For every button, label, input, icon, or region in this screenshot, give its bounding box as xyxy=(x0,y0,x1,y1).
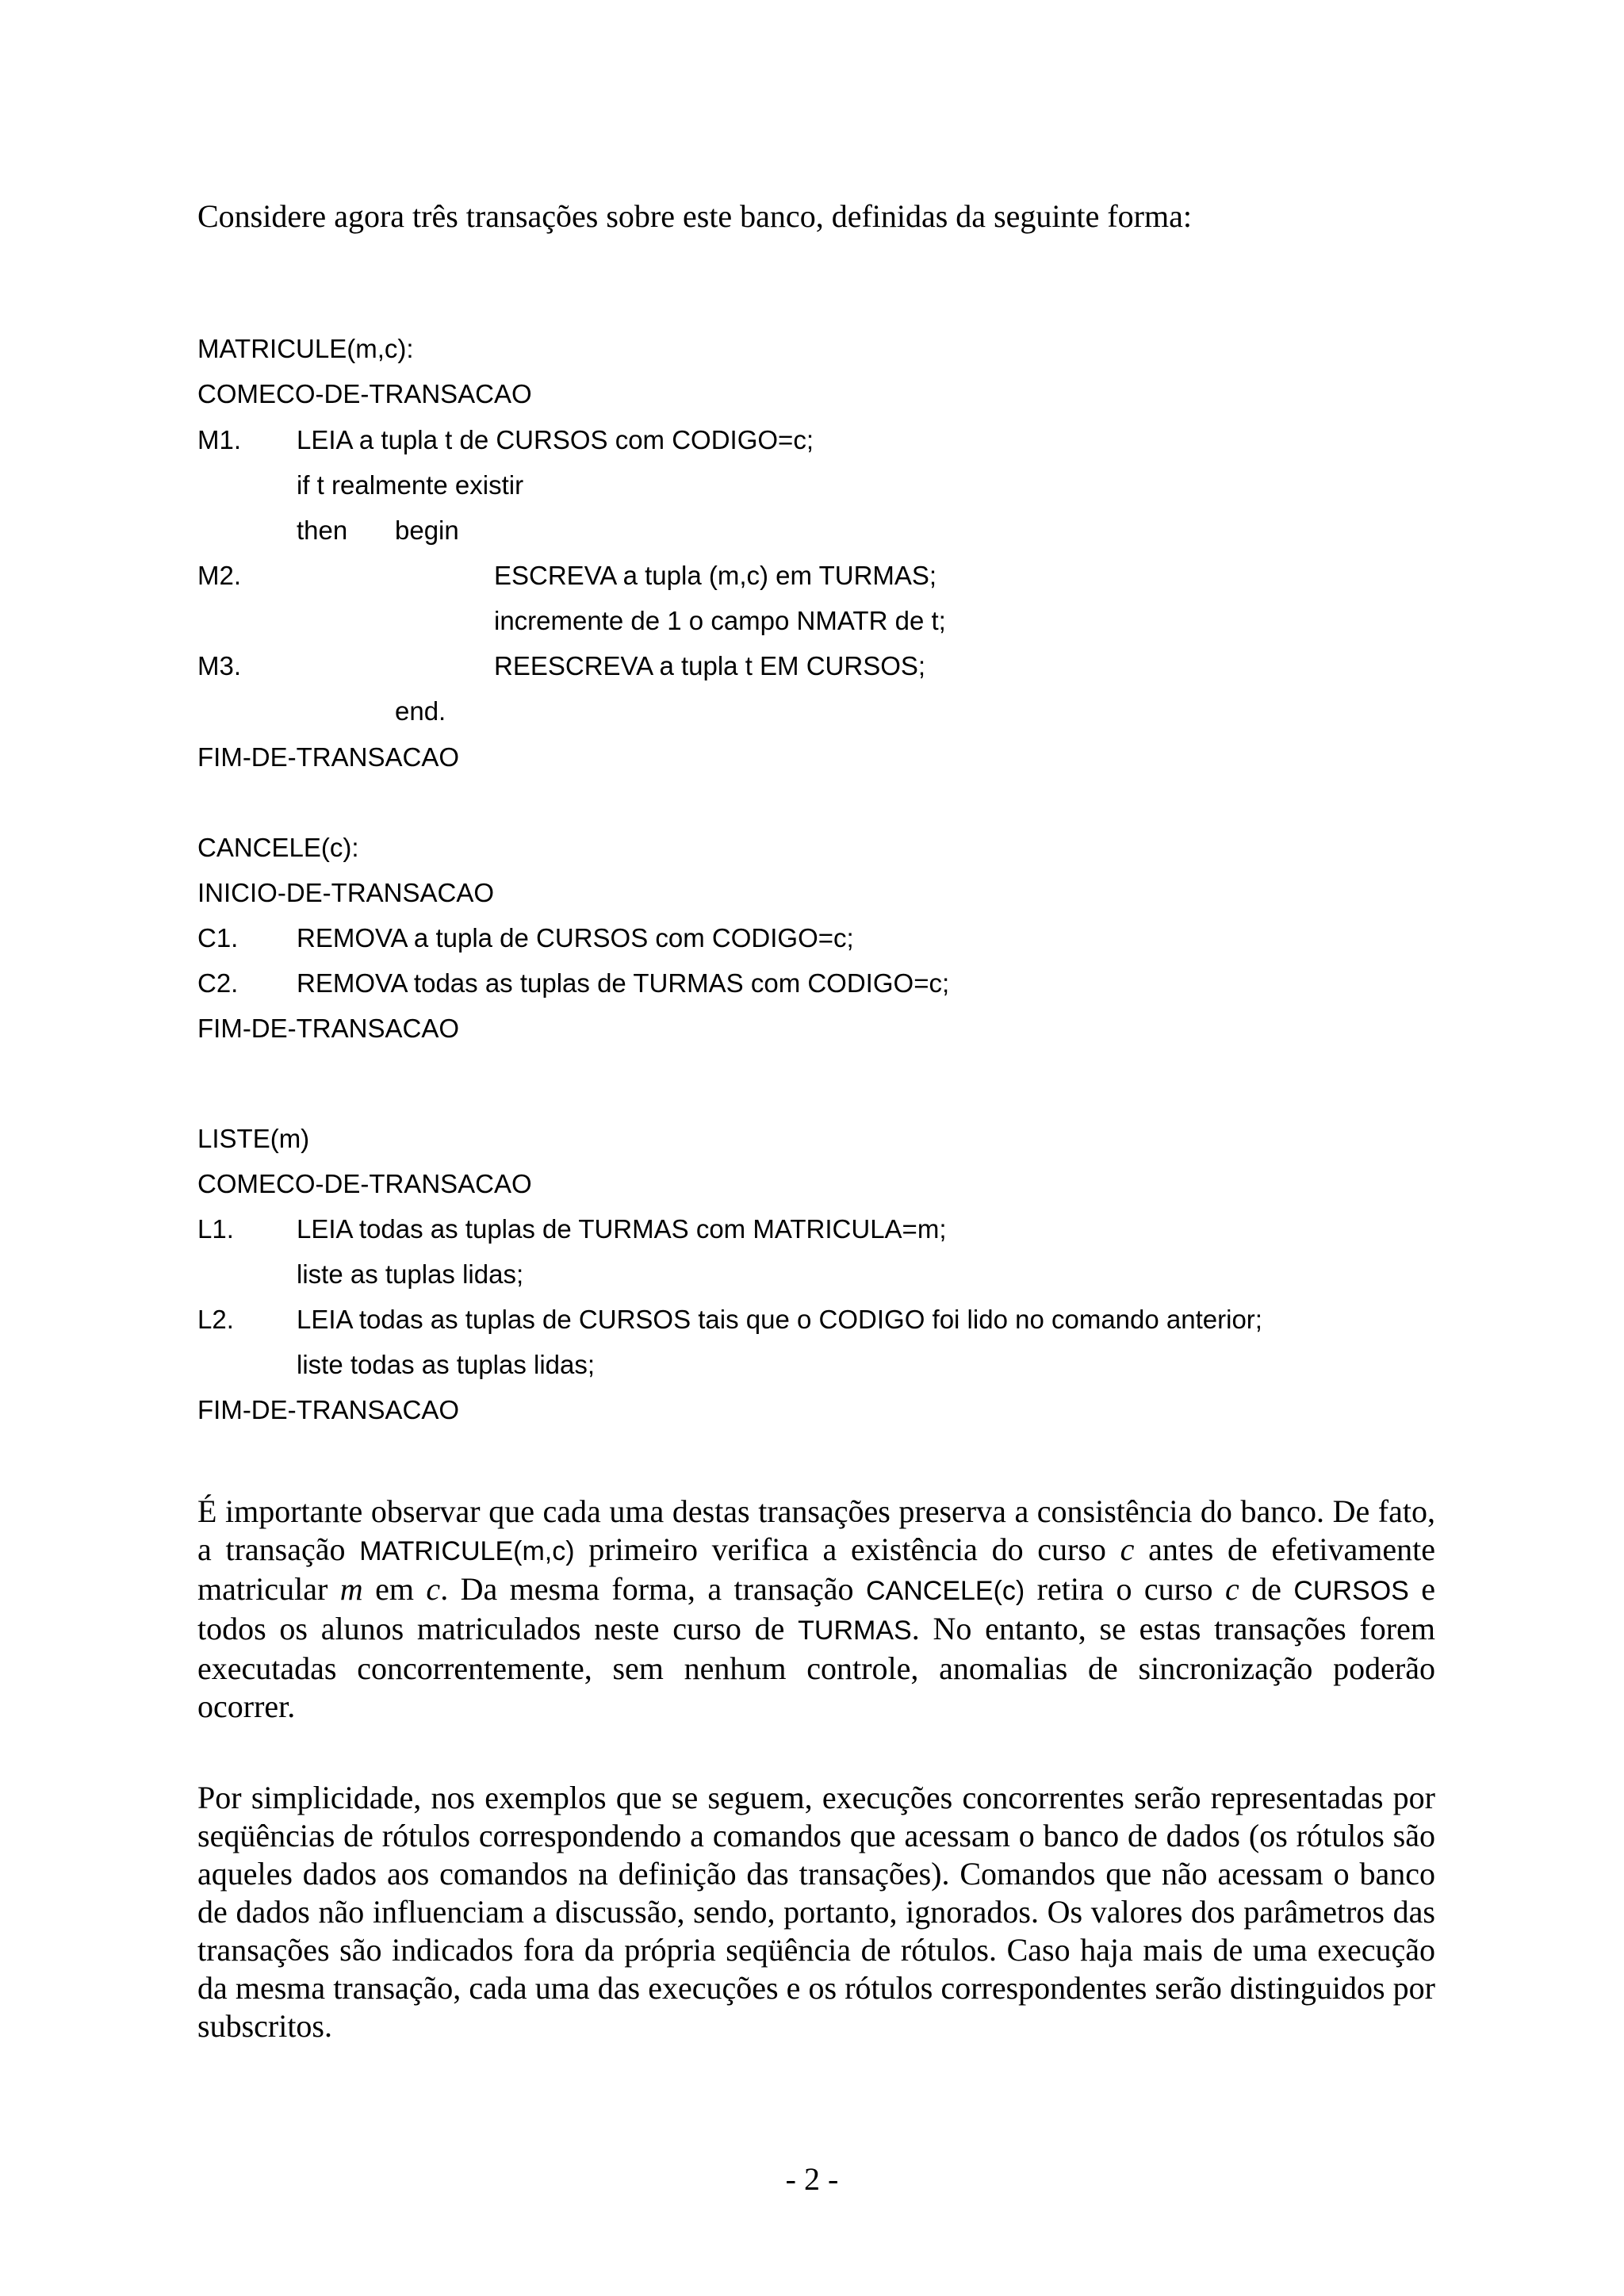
liste-begin: COMECO-DE-TRANSACAO xyxy=(197,1169,532,1198)
liste-header: LISTE(m) xyxy=(197,1124,310,1153)
liste-l2-list-line: liste todas as tuplas lidas; xyxy=(297,1350,596,1379)
italic-variable-c: c xyxy=(1120,1531,1135,1567)
paragraph-consistency-text-8: e todos os alunos matriculados neste curso de xyxy=(197,1571,1436,1646)
liste-l2-text: LEIA todas as tuplas de CURSOS tais que o CODIGO foi lido no comando anterior; xyxy=(297,1305,1262,1334)
paragraph-consistency-text-2: primeiro verifica a existência do curso xyxy=(574,1531,1120,1567)
matricule-begin: COMECO-DE-TRANSACAO xyxy=(197,379,532,408)
paragraph-consistency-text-3: antes de efetivamente matricular xyxy=(197,1531,1435,1607)
cancele-c1-text: REMOVA a tupla de CURSOS com CODIGO=c; xyxy=(297,923,854,953)
matricule-end: FIM-DE-TRANSACAO xyxy=(197,742,459,772)
inline-code-cancele: CANCELE(c) xyxy=(865,1576,1025,1606)
italic-variable-c: c xyxy=(1224,1571,1239,1607)
liste-l1-list-line: liste as tuplas lidas; xyxy=(297,1259,524,1289)
liste-l1-text: LEIA todas as tuplas de TURMAS com MATRICULA=m; xyxy=(297,1214,947,1244)
inline-code-turmas: TURMAS xyxy=(798,1616,912,1646)
intro-text: Considere agora três transações sobre este banco, definidas da seguinte forma: xyxy=(197,198,1192,234)
cancele-c2-label: C2. xyxy=(197,968,239,998)
liste-end: FIM-DE-TRANSACAO xyxy=(197,1395,459,1424)
matricule-m1-label: M1. xyxy=(197,425,242,454)
paragraph-simplicity: Por simplicidade, nos exemplos que se seguem, execuções concorrentes serão representadas por seqüências de rótulos correspondendo a comandos que acessam o banco de dados (os rótulos são aqueles dados aos comandos na definição das transações). Comandos que não acessam o banco de dados não influenciam a discussão, sendo, portanto, ignorados. Os valores dos parâmetros das transações são indicados fora da própria seqüência de rótulos. Caso haja mais de uma execução da mesma transação, cada uma das execuções e os rótulos correspondentes serão distinguidos por subscritos. xyxy=(197,1780,1435,2044)
matricule-m2-text: ESCREVA a tupla (m,c) em TURMAS; xyxy=(494,561,937,590)
cancele-c1-label: C1. xyxy=(197,923,239,953)
cancele-begin: INICIO-DE-TRANSACAO xyxy=(197,878,495,907)
paragraph-consistency-text-7: de xyxy=(1239,1571,1294,1607)
italic-variable-m: m xyxy=(339,1571,363,1607)
page-number: - 2 - xyxy=(785,2161,839,2197)
matricule-increment-line: incremente de 1 o campo NMATR de t; xyxy=(494,606,946,635)
matricule-then-keyword: then xyxy=(297,516,348,545)
matricule-header: MATRICULE(m,c): xyxy=(197,334,414,363)
matricule-m3-text: REESCREVA a tupla t EM CURSOS; xyxy=(494,651,926,680)
paragraph-consistency-text-9: . No entanto, se estas transações forem executadas concorrentemente, sem nenhum controle, anomalias de sincronização poderão ocorrer. xyxy=(197,1611,1435,1724)
matricule-end-keyword: end. xyxy=(395,696,446,726)
italic-variable-c: c xyxy=(426,1571,441,1607)
inline-code-matricule: MATRICULE(m,c) xyxy=(359,1536,575,1566)
cancele-c2-text: REMOVA todas as tuplas de TURMAS com CODIGO=c; xyxy=(297,968,950,998)
matricule-begin-keyword: begin xyxy=(395,516,459,545)
liste-l1-label: L1. xyxy=(197,1214,234,1244)
matricule-if-line: if t realmente existir xyxy=(297,470,524,500)
paragraph-consistency-text-1: É importante observar que cada uma destas transações preserva a consistência do banco. De fato, a transação xyxy=(197,1493,1435,1567)
paragraph-consistency xyxy=(197,1493,1435,1726)
inline-code-cursos: CURSOS xyxy=(1293,1576,1409,1606)
cancele-header: CANCELE(c): xyxy=(197,833,359,862)
matricule-m1-text: LEIA a tupla t de CURSOS com CODIGO=c; xyxy=(297,425,814,454)
paragraph-consistency-text-5: . Da mesma forma, a transação xyxy=(440,1571,866,1607)
paragraph-consistency-text-6: retira o curso xyxy=(1025,1571,1225,1607)
matricule-m3-label: M3. xyxy=(197,651,242,680)
matricule-m2-label: M2. xyxy=(197,561,242,590)
liste-l2-label: L2. xyxy=(197,1305,234,1334)
paragraph-consistency-text-4: em xyxy=(362,1571,427,1607)
cancele-end: FIM-DE-TRANSACAO xyxy=(197,1014,459,1043)
